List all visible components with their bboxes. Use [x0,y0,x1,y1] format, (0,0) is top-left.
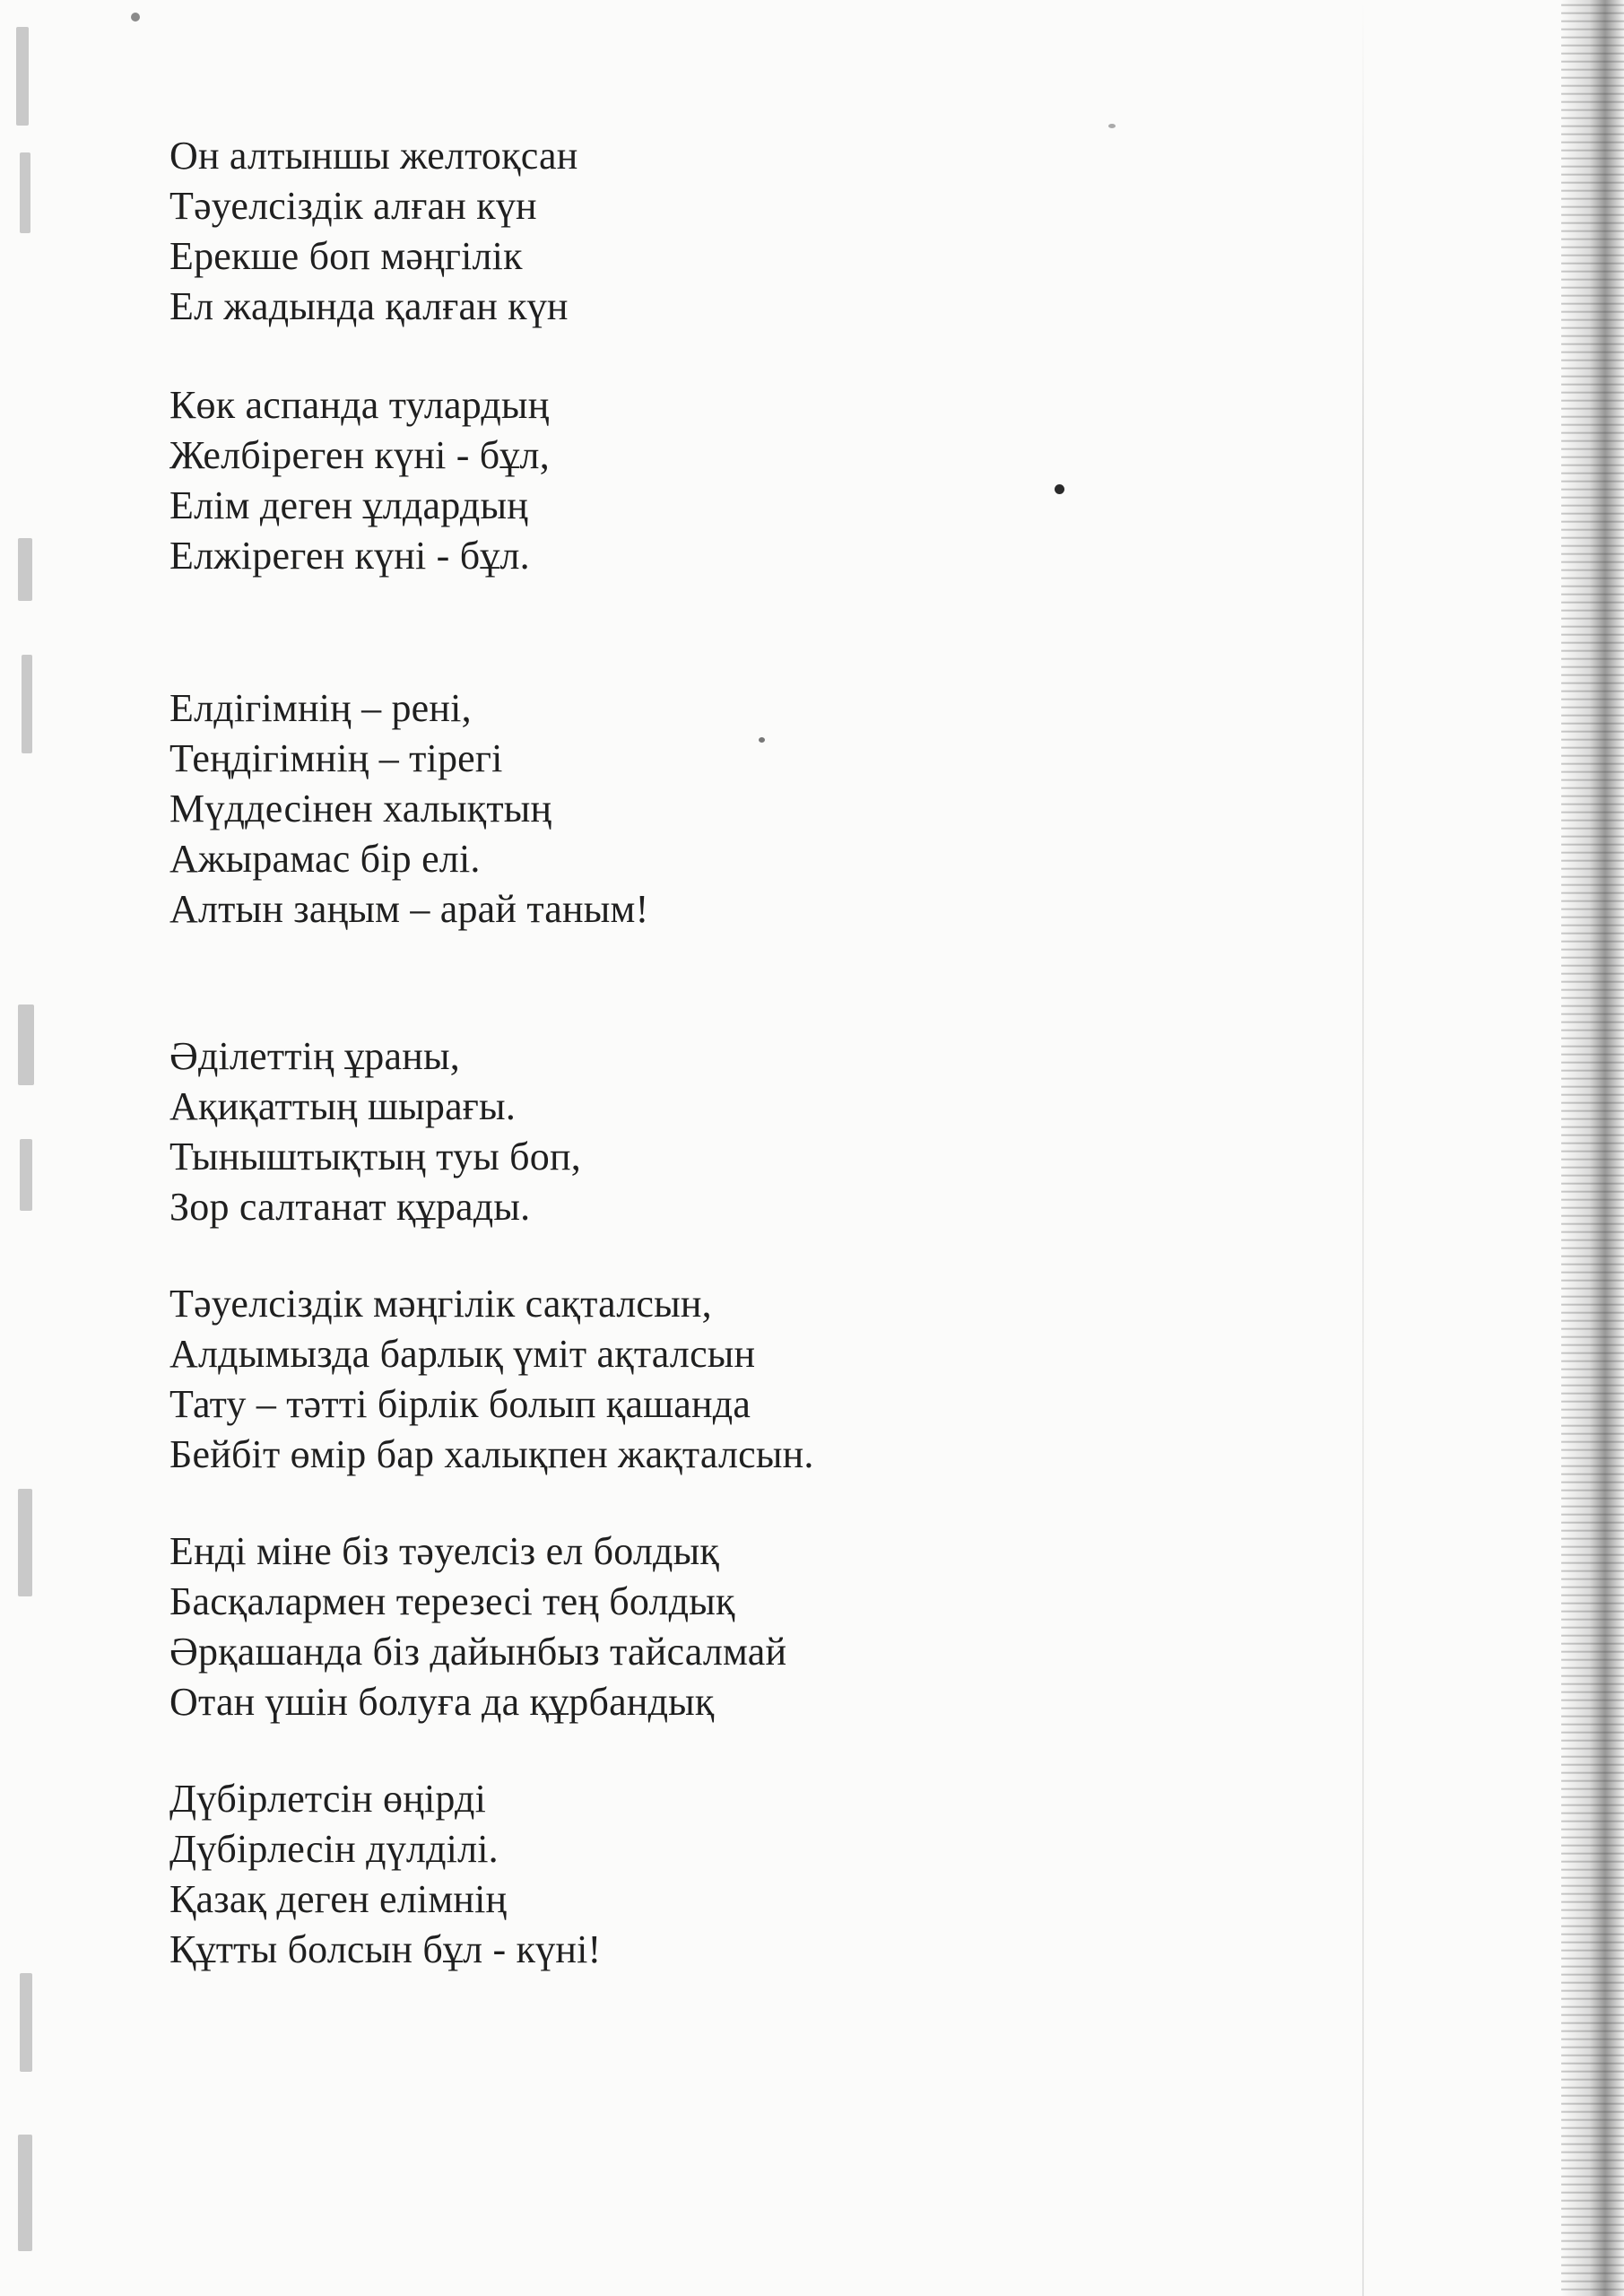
poem-line: Елдігімнің – рені, [169,686,472,730]
poem-line: Алтын заңым – арай таным! [169,887,649,931]
poem-line: Дүбірлесін дүлділі. [169,1827,499,1871]
poem-line: Құтты болсын бұл - күні! [169,1927,602,1971]
poem-line: Елім деген ұлдардың [169,483,528,527]
scan-edge-right [1561,0,1624,2296]
poem-line: Он алтыншы желтоқсан [169,134,578,178]
poem-line: Дүбірлетсін өңірді [169,1777,487,1821]
poem-line: Ерекше боп мәңгілік [169,234,523,278]
poem-line: Ел жадында қалған күн [169,284,569,328]
poem-line: Отан үшін болуға да құрбандық [169,1680,715,1724]
poem-line: Көк аспанда тулардың [169,383,550,427]
scan-speck [131,13,140,22]
poem-line: Зор салтанат құрады. [169,1185,531,1229]
poem-line: Желбіреген күні - бұл, [169,433,550,477]
poem-line: Басқалармен терезесі тең болдық [169,1579,735,1623]
poem-line: Енді міне біз тәуелсіз ел болдық [169,1529,719,1573]
poem-line: Тыныштықтың туы боп, [169,1135,581,1178]
poem-line: Теңдігімнің – тірегі [169,736,503,780]
poem-line: Ақиқаттың шырағы. [169,1084,517,1128]
poem-line: Бейбіт өмір бар халықпен жақталсын. [169,1432,814,1476]
poem-line: Мүддесінен халықтың [169,787,552,831]
poem-line: Қазақ деген елімнің [169,1877,508,1921]
scan-speck [1055,484,1064,494]
poem-line: Елжіреген күні - бұл. [169,534,530,578]
scan-edge-left [0,0,72,2296]
poem-line: Әрқашанда біз дайынбыз тайсалмай [169,1630,787,1674]
poem-line: Алдымызда барлық үміт ақталсын [169,1332,756,1376]
poem-line: Әділеттің ұраны, [169,1034,460,1078]
poem-line: Тәуелсіздік алған күн [169,184,537,228]
poem-line: Тәуелсіздік мәңгілік сақталсын, [169,1282,712,1326]
poem-line: Тату – тәтті бірлік болып қашанда [169,1382,751,1426]
poem-line: Ажырамас бір елі. [169,837,481,881]
scan-fold-line [1362,0,1364,2296]
scan-speck [1108,124,1116,128]
scan-speck [759,737,765,743]
